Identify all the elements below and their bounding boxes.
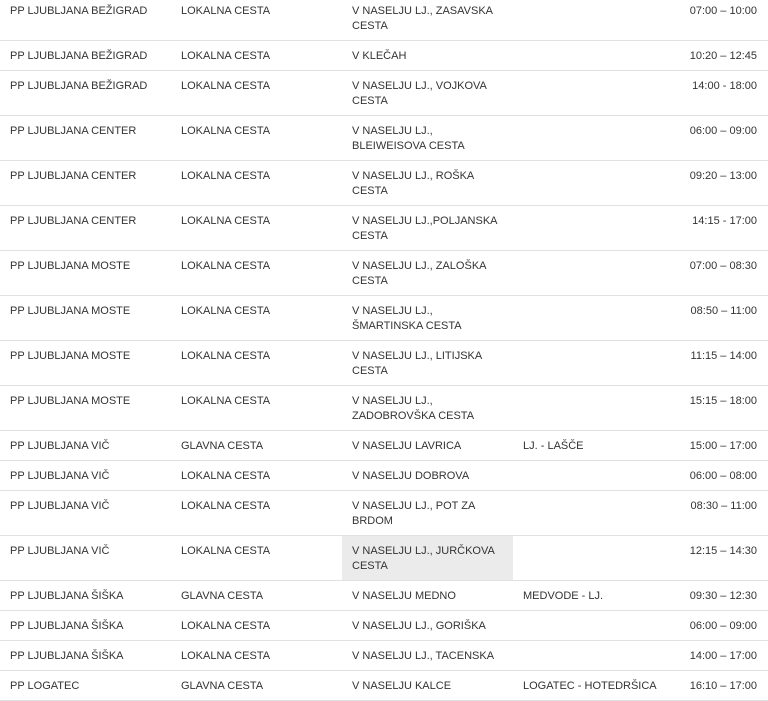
road-section-cell <box>513 0 684 40</box>
table-row <box>0 581 768 611</box>
location-cell: V NASELJU LJ., ZASAVSKA CESTA <box>352 5 493 32</box>
road-type-cell: LOKALNA CESTA <box>181 545 271 557</box>
table-row <box>0 641 768 671</box>
road-section-cell <box>513 491 684 535</box>
location-cell: V NASELJU LJ., ROŠKA CESTA <box>352 170 474 197</box>
road-section-cell <box>513 296 684 340</box>
table-row <box>0 116 768 161</box>
time-cell: 06:00 – 08:00 <box>689 470 757 482</box>
road-section-cell <box>513 161 684 205</box>
time-cell: 08:50 – 11:00 <box>690 305 757 317</box>
location-cell: V NASELJU LJ.,POLJANSKA CESTA <box>352 215 497 242</box>
police-station-cell: PP LJUBLJANA VIČ <box>10 440 110 452</box>
time-cell: 07:00 – 10:00 <box>689 5 757 17</box>
location-cell: V NASELJU LJ., TACENSKA <box>352 650 495 662</box>
road-section-cell: MEDVODE - LJ. <box>523 590 604 602</box>
location-cell: V NASELJU LJ., POT ZA BRDOM <box>352 500 475 527</box>
location-cell: V KLEČAH <box>352 50 407 62</box>
road-section-cell <box>513 116 684 160</box>
time-cell: 11:15 – 14:00 <box>690 350 757 362</box>
road-type-cell: GLAVNA CESTA <box>181 590 264 602</box>
time-cell: 07:00 – 08:30 <box>689 260 757 272</box>
road-type-cell: LOKALNA CESTA <box>181 305 271 317</box>
road-section-cell <box>513 536 684 580</box>
table-row <box>0 461 768 491</box>
table-row <box>0 251 768 296</box>
table-row <box>0 0 768 41</box>
road-section-cell <box>513 206 684 250</box>
police-station-cell: PP LJUBLJANA CENTER <box>10 170 137 182</box>
time-cell: 14:00 - 18:00 <box>692 80 757 92</box>
location-cell: V NASELJU LJ., LITIJSKA CESTA <box>352 350 482 377</box>
police-station-cell: PP LJUBLJANA MOSTE <box>10 350 131 362</box>
time-cell: 06:00 – 09:00 <box>689 125 757 137</box>
table-row <box>0 206 768 251</box>
location-cell: V NASELJU DOBROVA <box>352 470 470 482</box>
road-section-cell <box>513 386 684 430</box>
table-row <box>0 341 768 386</box>
time-cell: 10:20 – 12:45 <box>689 50 757 62</box>
road-type-cell: LOKALNA CESTA <box>181 350 271 362</box>
police-station-cell: PP LJUBLJANA ŠIŠKA <box>10 620 124 632</box>
time-cell: 14:15 - 17:00 <box>692 215 757 227</box>
road-type-cell: LOKALNA CESTA <box>181 395 271 407</box>
table-row <box>0 671 768 701</box>
police-station-cell: PP LJUBLJANA MOSTE <box>10 305 131 317</box>
location-cell: V NASELJU KALCE <box>352 680 452 692</box>
police-station-cell: PP LJUBLJANA BEŽIGRAD <box>10 50 148 62</box>
time-cell: 15:15 – 18:00 <box>689 395 757 407</box>
table-row <box>0 536 768 581</box>
road-section-cell: LOGATEC - HOTEDRŠICA <box>523 680 657 692</box>
road-type-cell: LOKALNA CESTA <box>181 80 271 92</box>
road-type-cell: LOKALNA CESTA <box>181 650 271 662</box>
road-section-cell <box>513 341 684 385</box>
time-cell: 12:15 – 14:30 <box>689 545 757 557</box>
police-station-cell: PP LJUBLJANA BEŽIGRAD <box>10 5 148 17</box>
location-cell: V NASELJU LJ., ZADOBROVŠKA CESTA <box>352 395 475 422</box>
table-row <box>0 296 768 341</box>
road-type-cell: GLAVNA CESTA <box>181 680 264 692</box>
road-type-cell: LOKALNA CESTA <box>181 620 271 632</box>
police-station-cell: PP LOGATEC <box>10 680 80 692</box>
time-cell: 15:00 – 17:00 <box>689 440 757 452</box>
road-section-cell <box>513 71 684 115</box>
table-row <box>0 71 768 116</box>
table-row <box>0 41 768 71</box>
time-cell: 06:00 – 09:00 <box>689 620 757 632</box>
road-type-cell: LOKALNA CESTA <box>181 5 271 17</box>
road-type-cell: LOKALNA CESTA <box>181 260 271 272</box>
police-station-cell: PP LJUBLJANA ŠIŠKA <box>10 590 124 602</box>
road-section-cell <box>513 461 684 490</box>
time-cell: 08:30 – 11:00 <box>690 500 757 512</box>
police-station-cell: PP LJUBLJANA MOSTE <box>10 395 131 407</box>
location-cell: V NASELJU LJ., GORIŠKA <box>352 620 486 632</box>
road-type-cell: LOKALNA CESTA <box>181 125 271 137</box>
road-type-cell: LOKALNA CESTA <box>181 470 271 482</box>
location-cell: V NASELJU MEDNO <box>352 590 456 602</box>
location-cell: V NASELJU LJ., BLEIWEISOVA CESTA <box>352 125 465 152</box>
road-type-cell: LOKALNA CESTA <box>181 500 271 512</box>
table-row <box>0 431 768 461</box>
road-section-cell <box>513 611 684 640</box>
time-cell: 09:20 – 13:00 <box>689 170 757 182</box>
location-cell: V NASELJU LJ., ZALOŠKA CESTA <box>352 260 486 287</box>
police-station-cell: PP LJUBLJANA VIČ <box>10 545 110 557</box>
road-section-cell: LJ. - LAŠČE <box>523 440 584 452</box>
table-row <box>0 161 768 206</box>
road-section-cell <box>513 41 684 70</box>
road-type-cell: LOKALNA CESTA <box>181 215 271 227</box>
police-station-cell: PP LJUBLJANA ŠIŠKA <box>10 650 124 662</box>
time-cell: 14:00 – 17:00 <box>689 650 757 662</box>
table-row <box>0 491 768 536</box>
location-cell: V NASELJU LJ., JURČKOVA CESTA <box>342 536 513 580</box>
time-cell: 16:10 – 17:00 <box>689 680 757 692</box>
table-row <box>0 386 768 431</box>
police-station-cell: PP LJUBLJANA VIČ <box>10 470 110 482</box>
location-cell: V NASELJU LAVRICA <box>352 440 462 452</box>
location-cell: V NASELJU LJ., ŠMARTINSKA CESTA <box>352 305 462 332</box>
table-row <box>0 611 768 641</box>
time-cell: 09:30 – 12:30 <box>689 590 757 602</box>
police-station-cell: PP LJUBLJANA CENTER <box>10 215 137 227</box>
police-station-cell: PP LJUBLJANA VIČ <box>10 500 110 512</box>
road-section-cell <box>513 641 684 670</box>
police-station-cell: PP LJUBLJANA BEŽIGRAD <box>10 80 148 92</box>
location-cell: V NASELJU LJ., VOJKOVA CESTA <box>352 80 487 107</box>
road-type-cell: GLAVNA CESTA <box>181 440 264 452</box>
police-station-cell: PP LJUBLJANA MOSTE <box>10 260 131 272</box>
road-type-cell: LOKALNA CESTA <box>181 50 271 62</box>
road-type-cell: LOKALNA CESTA <box>181 170 271 182</box>
police-station-cell: PP LJUBLJANA CENTER <box>10 125 137 137</box>
road-section-cell <box>513 251 684 295</box>
